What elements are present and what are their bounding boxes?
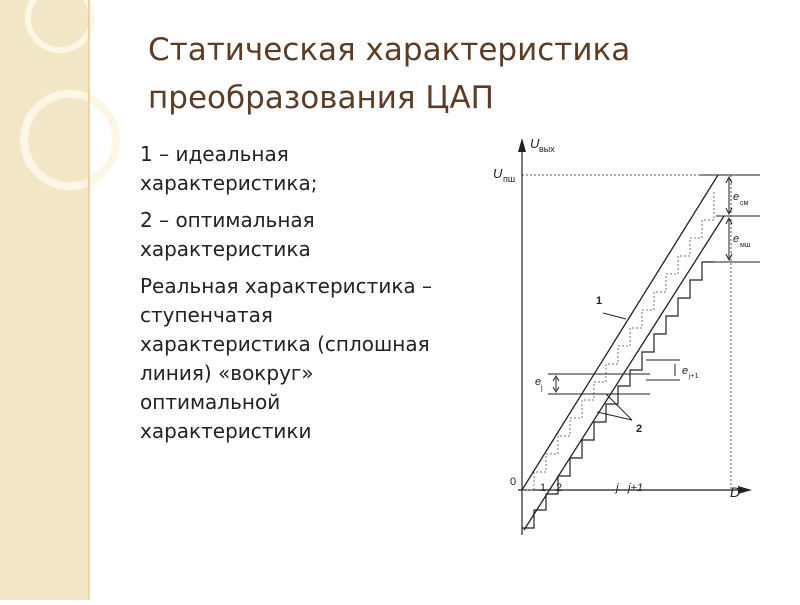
curve-2-label: 2 [636,423,643,435]
decorative-rule [88,0,90,600]
ideal-line-1 [522,175,718,490]
tick-j1-label: j+1 [628,482,643,494]
y-axis-label: U [530,136,540,151]
bullet-real: Реальная характеристика – ступенчатая характеристика (сплошная линия) «вокруг» оптимальной характеристики [140,274,433,443]
decorative-side-band [0,0,88,600]
dotted-grid [522,175,732,490]
origin-label: 0 [510,476,517,488]
e-j1-label: e [682,365,689,377]
full-scale-label: U [493,166,503,181]
tick-j-label: j [616,482,619,494]
e-sm-label: e [733,191,740,203]
e-j-label: e [535,376,542,388]
ideal-staircase [522,190,714,490]
bullet-list [140,140,440,454]
curve-1-label: 1 [596,295,603,307]
tick-1-label: 1 [540,482,547,494]
bullet-ideal: 1 – идеальная характеристика; [140,142,318,195]
decorative-circles [0,0,88,600]
y-axis-arrow [518,138,526,152]
tick-2-label: 2 [556,482,563,494]
x-axis-label: D [730,484,741,500]
e-msh-label: e [733,233,740,245]
y-axis-label-sub: вых [539,144,555,154]
full-scale-label-sub: пш [503,174,516,184]
slide-title: Статическая характеристика преобразования ЦАП [148,32,631,116]
e-j1-sub: j+1 [689,373,699,380]
bullet-optimal: 2 – оптимальная характеристика [140,208,315,261]
e-msh-sub: мш [740,242,751,249]
e-sm-sub: см [740,200,749,207]
e-j-sub: j [541,385,543,392]
dac-characteristic-figure [493,128,780,548]
